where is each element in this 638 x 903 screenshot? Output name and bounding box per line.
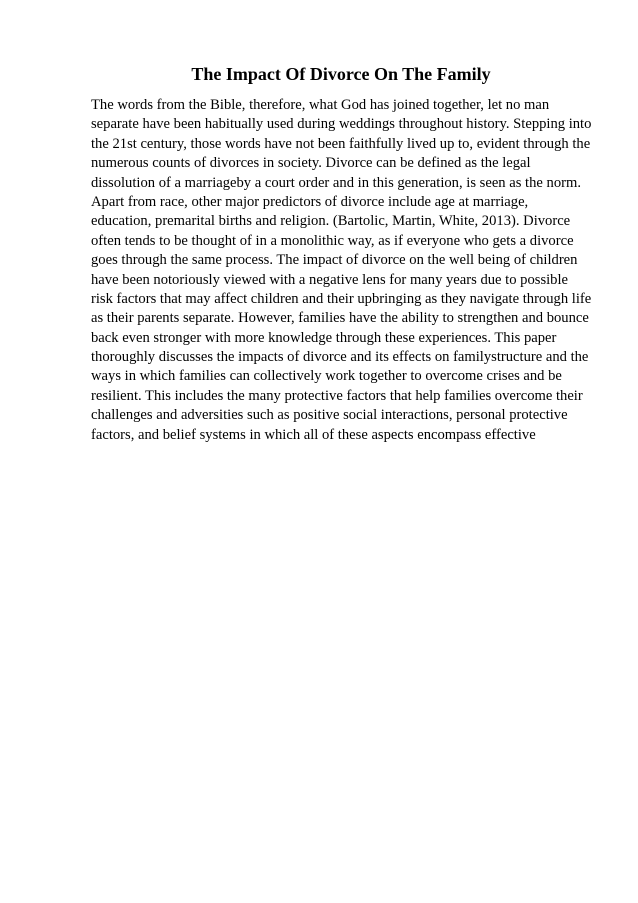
text-line: challenges and adversities such as positive social interactions, personal protective (91, 407, 568, 424)
body-paragraph (91, 96, 601, 445)
text-line: Apart from race, other major predictors of divorce include age at marriage, (91, 193, 529, 210)
text-line: education, premarital births and religion. (Bartolic, Martin, White, 2013). Divorce (91, 213, 571, 230)
text-line: back even stronger with more knowledge through these experiences. This paper (91, 329, 557, 346)
text-line: factors, and belief systems in which all of these aspects encompass effective (91, 426, 536, 443)
text-line: ways in which families can collectively work together to overcome crises and be (91, 368, 562, 385)
text-line: goes through the same process. The impact of divorce on the well being of children (91, 252, 578, 269)
text-line: The words from the Bible, therefore, what God has joined together, let no man (91, 97, 550, 113)
text-line: as their parents separate. However, families have the ability to strengthen and bounce (91, 310, 589, 327)
text-line: often tends to be thought of in a monolithic way, as if everyone who gets a divorce (91, 232, 574, 249)
text-line: resilient. This includes the many protective factors that help families overcome their (91, 387, 583, 404)
text-line: dissolution of a marriageby a court order and in this generation, is seen as the norm. (91, 174, 581, 191)
text-line: the 21st century, those words have not been faithfully lived up to, evident through the (91, 135, 591, 152)
text-line: risk factors that may affect children and their upbringing as they navigate through life (91, 290, 592, 307)
text-line: separate have been habitually used during weddings throughout history. Stepping into (91, 116, 592, 133)
text-line: numerous counts of divorces in society. Divorce can be defined as the legal (91, 155, 531, 172)
text-line: have been notoriously viewed with a negative lens for many years due to possible (91, 271, 569, 288)
text-line: thoroughly discusses the impacts of divorce and its effects on familystructure and the (91, 349, 589, 366)
document-title: The Impact Of Divorce On The Family (191, 64, 491, 84)
